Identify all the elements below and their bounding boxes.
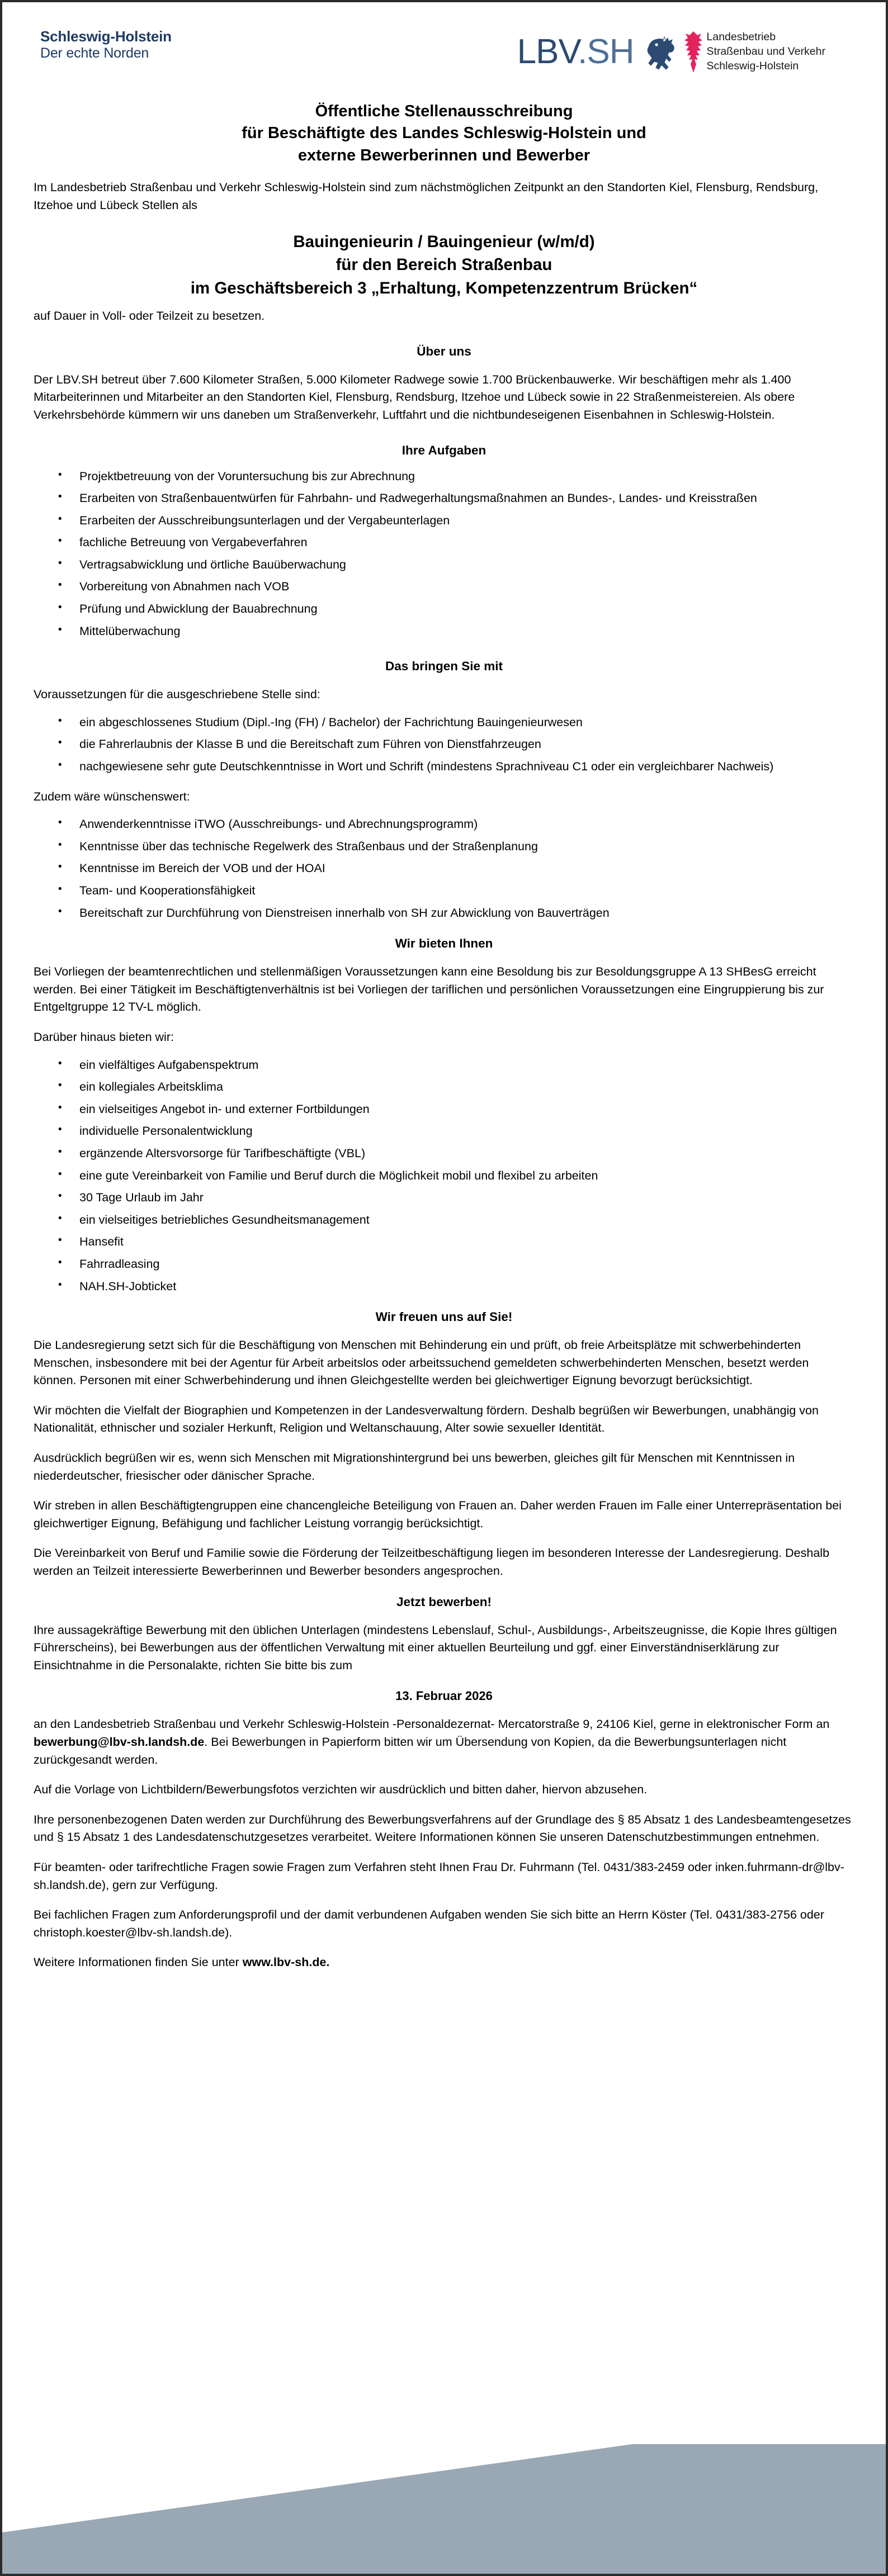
contact-hr: Für beamten- oder tarifrechtliche Fragen sowie Fragen zum Verfahren steht Ihnen Frau Dr. Fuhrmann (Tel. 0431/383-2459 oder inken.fuhrmann-dr@lbv-sh.landsh.de), gern zur Verfügung. <box>34 1860 844 1892</box>
page-title-line-2: für Beschäftigte des Landes Schleswig-Holstein und <box>242 124 646 143</box>
lbv-wordmark-main: LBV <box>517 32 578 71</box>
more-info-pre: Weitere Informationen finden Sie unter <box>34 1955 243 1969</box>
list-item: • Vorbereitung von Abnahmen nach VOB <box>34 578 854 596</box>
lbv-wordmark-dot: . <box>578 32 587 71</box>
section-heading-requirements: Das bringen Sie mit <box>385 659 503 674</box>
list-item: • ein abgeschlossenes Studium (Dipl.-Ing (FH) / Bachelor) der Fachrichtung Bauingenieurwesen <box>34 714 854 732</box>
job-title-line-1: Bauingenieurin / Bauingenieur (w/m/d) <box>293 232 595 251</box>
page-content <box>2 2 886 2574</box>
application-deadline: 13. Februar 2026 <box>395 1689 493 1703</box>
application-email[interactable]: bewerbung@lbv-sh.landsh.de <box>34 1735 205 1749</box>
offer-text: Bei Vorliegen der beamtenrechtlichen und stellenmäßigen Voraussetzungen kann eine Besoldung bis zur Besoldungsgruppe A 13 SHBesG erreicht werden. Bei einer Tätigkeit im Beschäftigtenverhältnis ist bei Vorliegen der tariflichen und persönlichen Voraussetzungen eine Eingruppierung bis zur Entgeltgruppe 12 TV-L möglich. <box>34 965 824 1014</box>
list-item: • Anwenderkenntnisse iTWO (Ausschreibungs- und Abrechnungsprogramm) <box>34 816 854 834</box>
benefits-list <box>34 1057 854 1296</box>
org-line-1: Landesbetrieb <box>706 31 776 44</box>
apply-address-pre: an den Landesbetrieb Straßenbau und Verkehr Schleswig-Holstein -Personaldezernat- Mercatorstraße 9, 24106 Kiel, gerne in elektronischer Form an <box>34 1717 830 1731</box>
page-title-line-1: Öffentliche Stellenausschreibung <box>315 102 573 120</box>
list-item: • fachliche Betreuung von Vergabeverfahren <box>34 534 854 552</box>
state-brand-logo <box>34 28 172 61</box>
list-item: • die Fahrerlaubnis der Klasse B und die Bereitschaft zum Führen von Dienstfahrzeugen <box>34 736 854 754</box>
list-item: • Kenntnisse im Bereich der VOB und der HOAI <box>34 860 854 878</box>
job-title-line-2: für den Bereich Straßenbau <box>336 255 552 274</box>
list-item: • Erarbeiten der Ausschreibungsunterlagen und der Vergabeunterlagen <box>34 512 854 530</box>
more-info-paragraph <box>34 1954 854 1972</box>
diversity-paragraph-5: Die Vereinbarkeit von Beruf und Familie sowie die Förderung der Teilzeitbeschäftigung liegen im besonderen Interesse der Landesregierung. Deshalb werden an Teilzeit interessierte Bewerberinnen und Bewerber besonders angesprochen. <box>34 1546 830 1578</box>
requirements-list <box>34 714 854 776</box>
list-item: • individuelle Personalentwicklung <box>34 1123 854 1140</box>
tasks-list <box>34 468 854 641</box>
lbv-wordmark-suffix: SH <box>587 32 634 71</box>
list-item: • ergänzende Altersvorsorge für Tarifbeschäftigte (VBL) <box>34 1145 854 1163</box>
apply-lead: Ihre aussagekräftige Bewerbung mit den üblichen Unterlagen (mindestens Lebenslauf, Schul-, Ausbildungs-, Arbeitszeugnisse, die Kopie Ihres gültigen Führerscheins), bei Bewerbungen aus der öffentlichen Verwaltung mit einer aktuellen Beurteilung und ggf. einer Einverständniserklärung zur Einsichtnahme in die Personalakte, richten Sie bitte bis zum <box>34 1623 837 1672</box>
diversity-paragraph-4: Wir streben in allen Beschäftigtengruppen eine chancengleiche Beteiligung von Frauen an. Daher werden Frauen im Falle einer Unterrepräsentation bei gleichwertiger Eignung, Befähigung und fachlicher Leistung vorrangig berücksichtigt. <box>34 1499 842 1530</box>
apply-address-post: . Bei Bewerbungen in Papierform bitten wir um Übersendung von Kopien, da die Bewerbungsunterlagen nicht zurückgesandt werden. <box>34 1735 787 1767</box>
lbv-logo-block <box>517 30 854 74</box>
list-item: • Erarbeiten von Straßenbauentwürfen für Fahrbahn- und Radwegerhaltungsmaßnahmen an Bundes-, Landes- und Kreisstraßen <box>34 490 854 508</box>
page-title-line-3: externe Bewerberinnen und Bewerber <box>297 146 591 164</box>
page-title <box>34 101 854 167</box>
state-crest <box>642 30 825 74</box>
apply-address-paragraph <box>34 1716 854 1769</box>
website-link[interactable]: www.lbv-sh.de. <box>242 1955 330 1969</box>
section-heading-about: Über uns <box>417 344 471 358</box>
desirable-list <box>34 816 854 922</box>
job-title-line-3: im Geschäftsbereich 3 „Erhaltung, Kompetenzzentrum Brücken“ <box>190 279 698 298</box>
list-item: • Fahrradleasing <box>34 1256 854 1273</box>
desirable-lead: Zudem wäre wünschenswert: <box>34 789 190 803</box>
list-item: • ein vielseitiges Angebot in- und externer Fortbildungen <box>34 1101 854 1119</box>
list-item: • Bereitschaft zur Durchführung von Dienstreisen innerhalb von SH zur Abwicklung von Bauverträgen <box>34 905 854 922</box>
list-item: • Mittelüberwachung <box>34 623 854 641</box>
nettle-leaf-crest-icon <box>684 30 703 74</box>
list-item: • Hansefit <box>34 1233 854 1251</box>
state-brand-line2: Der echte Norden <box>40 45 149 61</box>
org-line-2: Straßenbau und Verkehr <box>706 45 825 58</box>
contact-technical: Bei fachlichen Fragen zum Anforderungsprofil und der damit verbundenen Aufgaben wenden Sie sich bitte an Herrn Köster (Tel. 0431/383-2756 oder christoph.koester@lbv-sh.landsh.de). <box>34 1908 824 1939</box>
section-heading-apply: Jetzt bewerben! <box>396 1594 492 1609</box>
list-item: • Vertragsabwicklung und örtliche Bauüberwachung <box>34 556 854 574</box>
org-line-3: Schleswig-Holstein <box>706 59 799 72</box>
list-item: • Kenntnisse über das technische Regelwerk des Straßenbaus und der Straßenplanung <box>34 838 854 856</box>
footer-decoration <box>2 2444 886 2574</box>
list-item: • Prüfung und Abwicklung der Bauabrechnung <box>34 600 854 618</box>
list-item: • ein vielfältiges Aufgabenspektrum <box>34 1057 854 1074</box>
section-heading-tasks: Ihre Aufgaben <box>402 443 486 457</box>
job-title <box>34 230 854 301</box>
organisation-name <box>707 30 825 74</box>
about-text: Der LBV.SH betreut über 7.600 Kilometer Straßen, 5.000 Kilometer Radwege sowie 1.700 Brückenbauwerke. Wir beschäftigen mehr als 1.400 Mitarbeiterinnen und Mitarbeiter an den Standorten Kiel, Flensburg, Rendsburg, Itzehoe und Lübeck sowie in 22 Straßenmeistereien. Als obere Verkehrsbehörde kümmern wir uns daneben um Straßenverkehr, Luftfahrt und die nichtbundeseigenen Eisenbahnen in Schleswig-Holstein. <box>34 372 795 422</box>
lbv-wordmark <box>517 32 634 71</box>
list-item: • ein vielseitiges betriebliches Gesundheitsmanagement <box>34 1211 854 1229</box>
section-heading-offer: Wir bieten Ihnen <box>395 936 493 951</box>
lion-crest-icon <box>642 30 680 74</box>
list-item: • Team- und Kooperationsfähigkeit <box>34 882 854 900</box>
list-item: • 30 Tage Urlaub im Jahr <box>34 1189 854 1207</box>
diversity-paragraph-2: Wir möchten die Vielfalt der Biographien und Kompetenzen in der Landesverwaltung fördern. Deshalb begrüßen wir Bewerbungen, unabhängig von Nationalität, ethnischer und sozialer Herkunft, Religion und Weltanschauung, Alter sowie sexueller Identität. <box>34 1403 819 1435</box>
state-brand-line1: Schleswig-Holstein <box>40 28 172 45</box>
document-header <box>34 2 854 77</box>
list-item: • ein kollegiales Arbeitsklima <box>34 1078 854 1096</box>
list-item: • Projektbetreuung von der Voruntersuchung bis zur Abrechnung <box>34 468 854 486</box>
benefits-lead: Darüber hinaus bieten wir: <box>34 1030 174 1044</box>
list-item: • NAH.SH-Jobticket <box>34 1278 854 1296</box>
list-item: • eine gute Vereinbarkeit von Familie und Beruf durch die Möglichkeit mobil und flexibel zu arbeiten <box>34 1167 854 1185</box>
employment-type-note: auf Dauer in Voll- oder Teilzeit zu besetzen. <box>34 309 265 323</box>
diversity-paragraph-3: Ausdrücklich begrüßen wir es, wenn sich Menschen mit Migrationshintergrund bei uns bewerben, gleiches gilt für Menschen mit Kenntnissen in niederdeutscher, friesischer oder dänischer Sprache. <box>34 1451 795 1483</box>
requirements-lead: Voraussetzungen für die ausgeschriebene Stelle sind: <box>34 688 320 702</box>
section-heading-diversity: Wir freuen uns auf Sie! <box>375 1310 513 1324</box>
photos-note: Auf die Vorlage von Lichtbildern/Bewerbungsfotos verzichten wir ausdrücklich und bitten daher, hiervon abzusehen. <box>34 1783 648 1797</box>
diversity-paragraph-1: Die Landesregierung setzt sich für die Beschäftigung von Menschen mit Behinderung ein und prüft, ob freie Arbeitsplätze mit schwerbehinderten Menschen, insbesondere mit bei der Agentur für Arbeit arbeitslos oder arbeitssuchend gemeldeten schwerbehinderten Menschen, besetzt werden können. Personen mit einer Schwerbehinderung und ihnen Gleichgestellte werden bei gleichwertiger Eignung bevorzugt berücksichtigt. <box>34 1338 809 1388</box>
intro-paragraph: Im Landesbetrieb Straßenbau und Verkehr Schleswig-Holstein sind zum nächstmöglichen Zeitpunkt an den Standorten Kiel, Flensburg, Rendsburg, Itzehoe und Lübeck Stellen als <box>34 181 819 212</box>
list-item: • nachgewiesene sehr gute Deutschkenntnisse in Wort und Schrift (mindestens Sprachniveau C1 oder ein vergleichbarer Nachweis) <box>34 758 854 776</box>
privacy-note: Ihre personenbezogenen Daten werden zur Durchführung des Bewerbungsverfahrens auf der Grundlage des § 85 Absatz 1 des Landesbeamtengesetzes und § 15 Absatz 1 des Landesdatenschutzgesetzes verarbeitet. Weitere Informationen können Sie unseren Datenschutzbestimmungen entnehmen. <box>34 1812 851 1844</box>
